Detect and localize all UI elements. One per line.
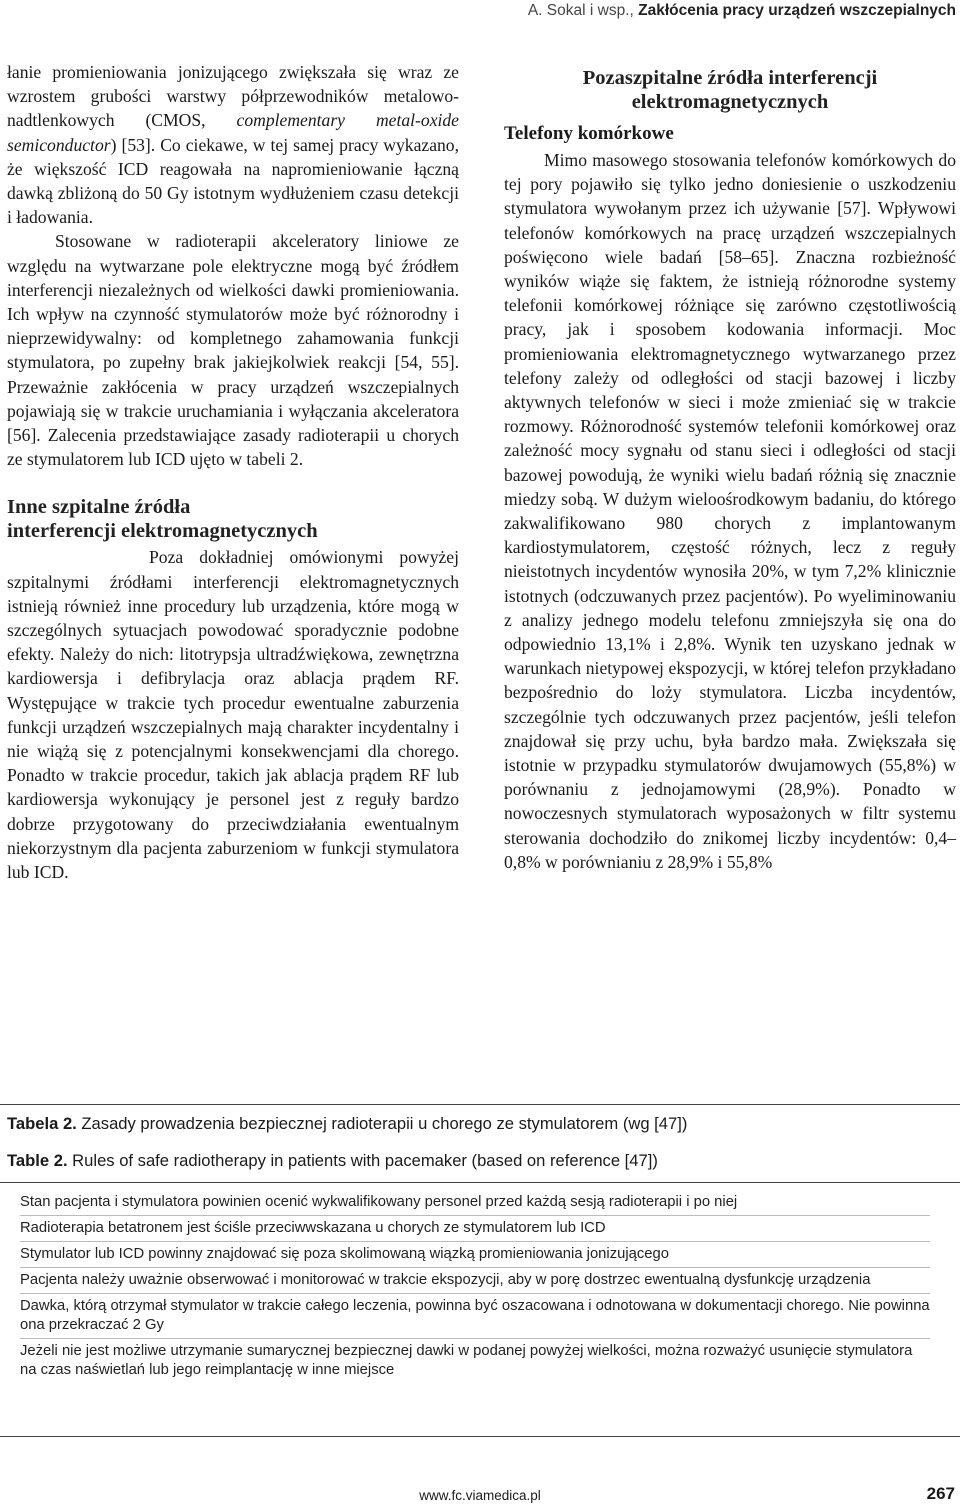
table-body [20,1190,930,1383]
left-column [7,60,459,884]
left-p1-text-a: łanie promieniowania jonizującego zwiększała się wraz ze wzrostem grubości warstwy półprzewodników metalowo-nadtlenkowych (CMOS, [7,62,459,131]
left-heading-line-1: Inne szpitalne źródła [7,496,191,519]
table-header-rule [0,1182,960,1183]
left-heading-line-2: interferencji elektromagnetycznych [7,520,318,543]
running-head [400,2,956,20]
right-heading-line-2: elektromagnetycznych [631,91,829,113]
table-caption-pl-text: Zasady prowadzenia bezpiecznej radioterapii u chorego ze stymulatorem (wg [47]) [76,1114,688,1133]
table-row: Jeżeli nie jest możliwe utrzymanie sumarycznej bezpiecznej dawki w podanej powyżej wielkości, można rozważyć usunięcie stymulatora na czas naświetlań lub jego reimplantację w inne miejsce [20,1343,913,1378]
table-row: Stymulator lub ICD powinny znajdować się poza skolimowaną wiązką promieniowania jonizującego [20,1242,930,1268]
left-paragraph-1 [7,60,459,229]
page-number: 267 [926,1484,955,1503]
table-row: Dawka, którą otrzymał stymulator w trakcie całego leczenia, powinna być oszacowana i odnotowana w dokumentacji chorego. Nie powinna ona przekraczać 2 Gy [20,1294,930,1339]
table-caption-en-text: Rules of safe radiotherapy in patients with pacemaker (based on reference [47]) [67,1151,658,1170]
table-top-rule [0,1104,960,1105]
right-subheading: Telefony komórkowe [504,123,674,144]
left-paragraph-3: Poza dokładniej omówionymi powyżej szpitalnymi źródłami interferencji elektromagnetycznych istnieją również inne procedury lub urządzenia, które mogą w szczególnych sytuacjach powodować sporadycznie podobne efekty. Należy do nich: litotrypsja ultradźwiękowa, zewnętrzna kardiowersja i defibrylacja oraz ablacja prądem RF. Występujące w trakcie tych procedur ewentualne zaburzenia funkcji urządzeń wszczepialnych mają charakter incydentalny i nie wiążą się z potencjalnymi konsekwencjami dla chorego. Ponadto w trakcie procedur, takich jak ablacja prądem RF lub kardiowersja wykonujący je personel jest z reguły bardzo dobrze przygotowany do przeciwdziałania ewentualnym niekorzystnym dla pacjenta zaburzeniom w funkcji stymulatora lub ICD. [7,547,459,883]
table-bottom-rule [0,1436,960,1437]
table-caption-pl [7,1108,952,1140]
table-caption-en-label: Table 2. [7,1151,68,1170]
table-caption-en [7,1145,952,1177]
running-head-title: Zakłócenia pracy urządzeń wszczepialnych [638,2,956,19]
right-heading-line-1: Pozaszpitalne źródła interferencji [582,67,878,89]
table-row: Pacjenta należy uważnie obserwować i monitorować w trakcie ekspozycji, aby w porę dostrzec ewentualną dysfunkcję urządzenia [20,1268,930,1294]
right-section-heading [504,66,956,114]
right-column [504,60,956,874]
table-row: Radioterapia betatronem jest ściśle przeciwwskazana u chorych ze stymulatorem lub ICD [20,1216,930,1242]
running-head-authors: A. Sokal i wsp., [527,2,634,19]
left-p1-emphasis: complementary metal-oxide semiconductor [7,110,459,155]
footer-url: www.fc.viamedica.pl [419,1488,541,1503]
left-section-heading [7,495,459,543]
table-caption-pl-label: Tabela 2. [7,1114,77,1133]
table-row: Stan pacjenta i stymulatora powinien ocenić wykwalifikowany personel przed każdą sesją radioterapii i po niej [20,1190,930,1216]
left-paragraph-2: Stosowane w radioterapii akceleratory liniowe ze względu na wytwarzane pole elektryczne mogą być źródłem interferencji niezależnych od wielkości dawki promieniowania. Ich wpływ na czynność stymulatorów może być różnorodny i nieprzewidywalny: od kompletnego zahamowania funkcji stymulatora, po zupełny brak jakiejkolwiek reakcji [54, 55]. Przeważnie zakłócenia w pracy urządzeń wszczepialnych pojawiają się w trakcie uruchamiania i wyłączania akceleratora [56]. Zalecenia przedstawiające zasady radioterapii u chorych ze stymulatorem lub ICD ujęto w tabeli 2. [7,231,459,470]
left-p1-text-b: ) [53]. Co ciekawe, w tej samej pracy wykazano, że większość ICD reagowała na napromieniowanie łączną dawką zbliżoną do 50 Gy istotnym wydłużeniem czasu detekcji i ładowania. [7,134,459,228]
right-paragraph-1: Mimo masowego stosowania telefonów komórkowych do tej pory pojawiło się tylko jedno doniesienie o uszkodzeniu stymulatora wywołanym przez ich używanie [57]. Wpływowi telefonów komórkowych na pracę urządzeń wszczepialnych poświęcono wiele badań [58–65]. Znaczna rozbieżność wyników wiąże się faktem, że istnieją różnorodne systemy telefonii komórkowej różniące się zarówno częstotliwością pracy, jak i sposobem kodowania informacji. Moc promieniowania elektromagnetycznego wytwarzanego przez telefony zależy od odległości od stacji bazowej i liczby aktywnych telefonów w sieci i może zmieniać się w trakcie rozmowy. Różnorodność systemów telefonii komórkowej oraz zależność mocy sygnału od stanu sieci i odległości od stacji bazowej powodują, że wyniki wielu badań różnią się znacznie miedzy sobą. W dużym wieloośrodkowym badaniu, do którego zakwalifikowano 980 chorych z implantowanym kardiostymulatorem, częstość różnych, lecz z reguły nieistotnych incydentów wynosiła 20%, w tym 7,2% klinicznie istotnych (odczuwanych przez pacjentów). Po wyeliminowaniu z analizy jednego modelu telefonu zmniejszyła się ona do odpowiednio 13,1% i 2,8%. Wynik ten uzyskano jednak w warunkach nietypowej ekspozycji, w której telefon przykładano bezpośrednio do loży stymulatora. Liczba incydentów, szczególnie tych odczuwanych przez pacjentów, jeśli telefon znajdował się przy uchu, była bardzo mała. Zwiększała się istotnie w przypadku stymulatorów dwujamowych (55,8%) w porównaniu z jednojamowymi (28,9%). Ponadto w nowoczesnych stymulatorach wyposażonych w filtr systemu sterowania dochodziło do znikomej liczby incydentów: 0,4–0,8% w porównianiu z 28,9% i 55,8% [504,150,956,872]
